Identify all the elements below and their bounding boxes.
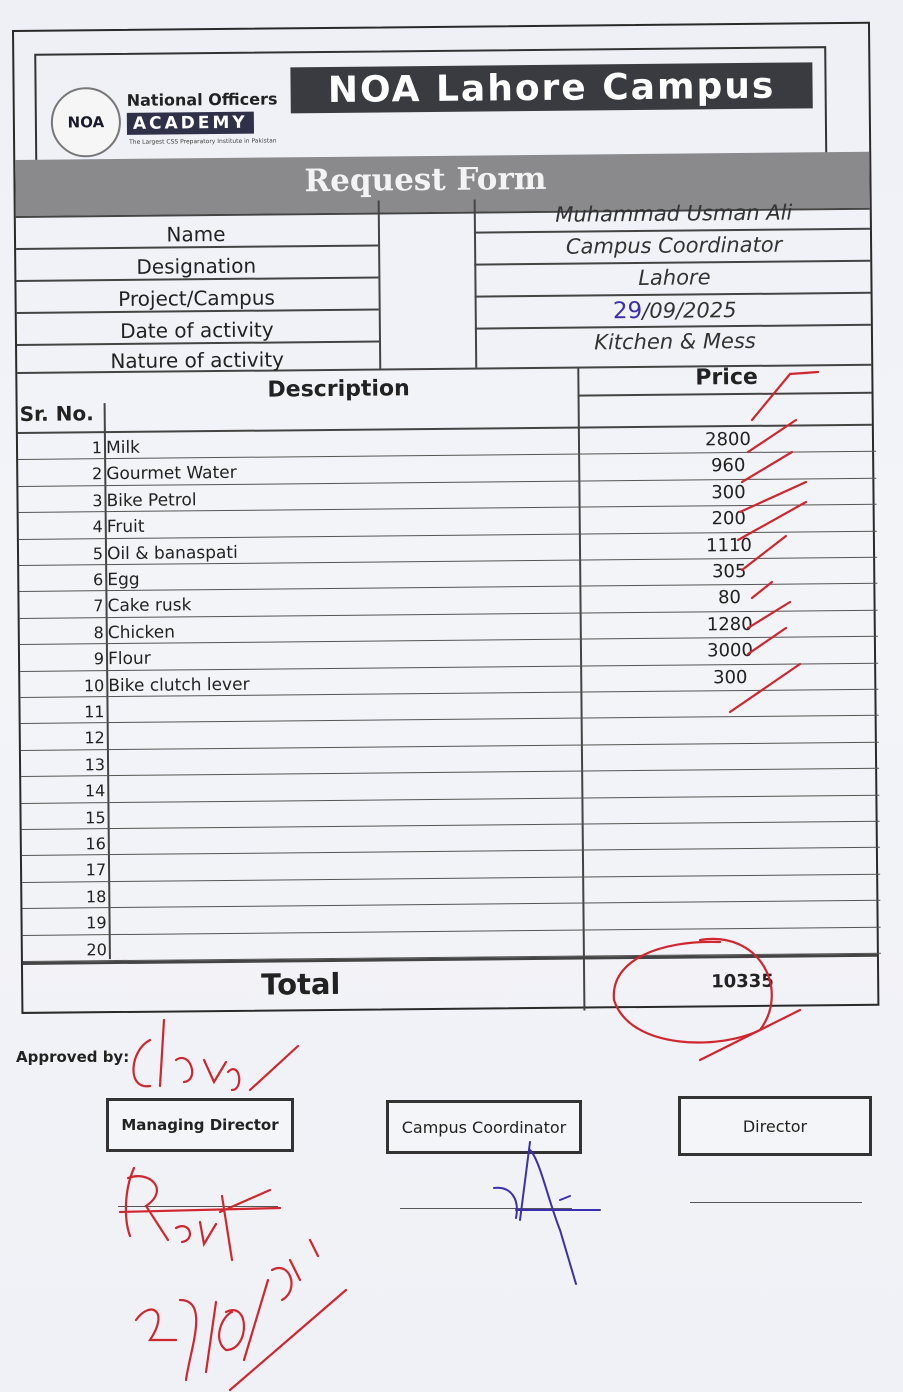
row-description: Gourmet Water xyxy=(106,463,237,485)
row-price xyxy=(584,903,880,906)
row-number: 9 xyxy=(93,649,105,669)
row-description: Chicken xyxy=(107,622,176,643)
sr-no-column-header: Sr. No. xyxy=(19,401,94,426)
field-label-nature: Nature of activity xyxy=(110,347,285,374)
row-number: 15 xyxy=(85,807,106,827)
total-value: 10335 xyxy=(711,970,774,993)
row-number: 14 xyxy=(84,781,106,801)
row-description: Fruit xyxy=(106,516,145,538)
row-price: 300 xyxy=(711,481,746,504)
row-price: 305 xyxy=(711,560,747,583)
row-number: 2 xyxy=(91,464,103,484)
row-number: 18 xyxy=(85,886,107,907)
divider xyxy=(378,200,382,368)
row-price xyxy=(584,850,880,853)
signature-box-director: Director xyxy=(678,1096,872,1156)
coordinator-signature xyxy=(494,1142,600,1284)
signature-line xyxy=(118,1206,278,1207)
approved-by-label: Approved by: xyxy=(16,1048,130,1066)
date-month-year: /09/2025 xyxy=(642,298,737,323)
field-label-name: Name xyxy=(166,221,226,247)
row-price: 960 xyxy=(710,455,746,477)
form-frame xyxy=(12,22,879,1014)
noa-logo-icon: NOA xyxy=(51,87,122,158)
approver-signature xyxy=(133,1020,298,1090)
row-price xyxy=(583,745,879,748)
row-description: Cake rusk xyxy=(107,595,192,617)
managing-director-signature xyxy=(120,1168,280,1260)
row-price: 200 xyxy=(711,508,746,530)
row-description: Milk xyxy=(105,437,141,459)
field-value-campus: Lahore xyxy=(638,265,711,290)
field-label-designation: Designation xyxy=(136,253,257,279)
row-price xyxy=(584,877,880,880)
row-price: 1110 xyxy=(705,534,752,556)
field-label-campus: Project/Campus xyxy=(118,285,276,311)
form-title: Request Form xyxy=(304,160,547,200)
signature-line xyxy=(690,1202,862,1203)
managing-director-date xyxy=(136,1240,346,1390)
field-label-date: Date of activity xyxy=(120,317,274,343)
row-number: 5 xyxy=(92,543,104,563)
total-label: Total xyxy=(261,966,341,1002)
row-number: 6 xyxy=(93,570,104,590)
row-number: 10 xyxy=(83,675,105,695)
total-circle-tail xyxy=(700,1010,800,1060)
academy-name-line2: ACADEMY xyxy=(127,112,254,135)
row-number: 17 xyxy=(85,860,107,880)
campus-title: NOA Lahore Campus xyxy=(290,62,812,113)
blue-ink-marks xyxy=(494,1142,600,1284)
row-number: 12 xyxy=(84,728,105,748)
row-price: 300 xyxy=(712,666,748,688)
row-price xyxy=(583,718,879,721)
row-description: Oil & banaspati xyxy=(106,542,238,564)
row-description: Bike clutch lever xyxy=(108,674,250,696)
row-number: 13 xyxy=(84,754,106,775)
row-number: 8 xyxy=(93,622,104,643)
signature-box-campus-coordinator: Campus Coordinator xyxy=(386,1100,582,1154)
row-number: 1 xyxy=(91,438,103,458)
row-number: 19 xyxy=(86,913,107,933)
row-price: 80 xyxy=(717,587,742,609)
row-description: Egg xyxy=(107,569,140,591)
academy-name-line1: National Officers xyxy=(126,89,278,110)
row-price xyxy=(582,692,878,695)
row-price xyxy=(585,929,881,932)
field-value-nature: Kitchen & Mess xyxy=(594,328,756,355)
row-price xyxy=(583,797,879,800)
field-value-name: Muhammad Usman Ali xyxy=(555,200,793,227)
row-number: 11 xyxy=(84,702,105,722)
description-column-header: Description xyxy=(267,376,410,403)
signature-line xyxy=(400,1208,572,1209)
row-number: 16 xyxy=(85,834,106,854)
row-price: 1280 xyxy=(706,613,753,636)
handwritten-day: 29 xyxy=(612,297,643,325)
row-description: Bike Petrol xyxy=(106,490,197,511)
row-description: Flour xyxy=(107,648,151,670)
row-number: 4 xyxy=(92,517,103,537)
academy-tagline: The Largest CSS Preparatory Institute in Pakistan xyxy=(129,137,277,146)
field-value-designation: Campus Coordinator xyxy=(565,232,783,259)
row-price xyxy=(584,824,880,827)
row-price: 3000 xyxy=(706,640,753,662)
field-value-date xyxy=(475,296,875,326)
divider xyxy=(578,392,872,397)
price-column-header: Price xyxy=(695,364,758,391)
row-price: 2800 xyxy=(704,428,751,451)
row-number: 7 xyxy=(93,596,104,616)
row-number: 20 xyxy=(86,939,107,959)
signature-box-managing-director: Managing Director xyxy=(106,1098,294,1152)
row-price xyxy=(583,771,879,774)
row-number: 3 xyxy=(92,490,103,511)
